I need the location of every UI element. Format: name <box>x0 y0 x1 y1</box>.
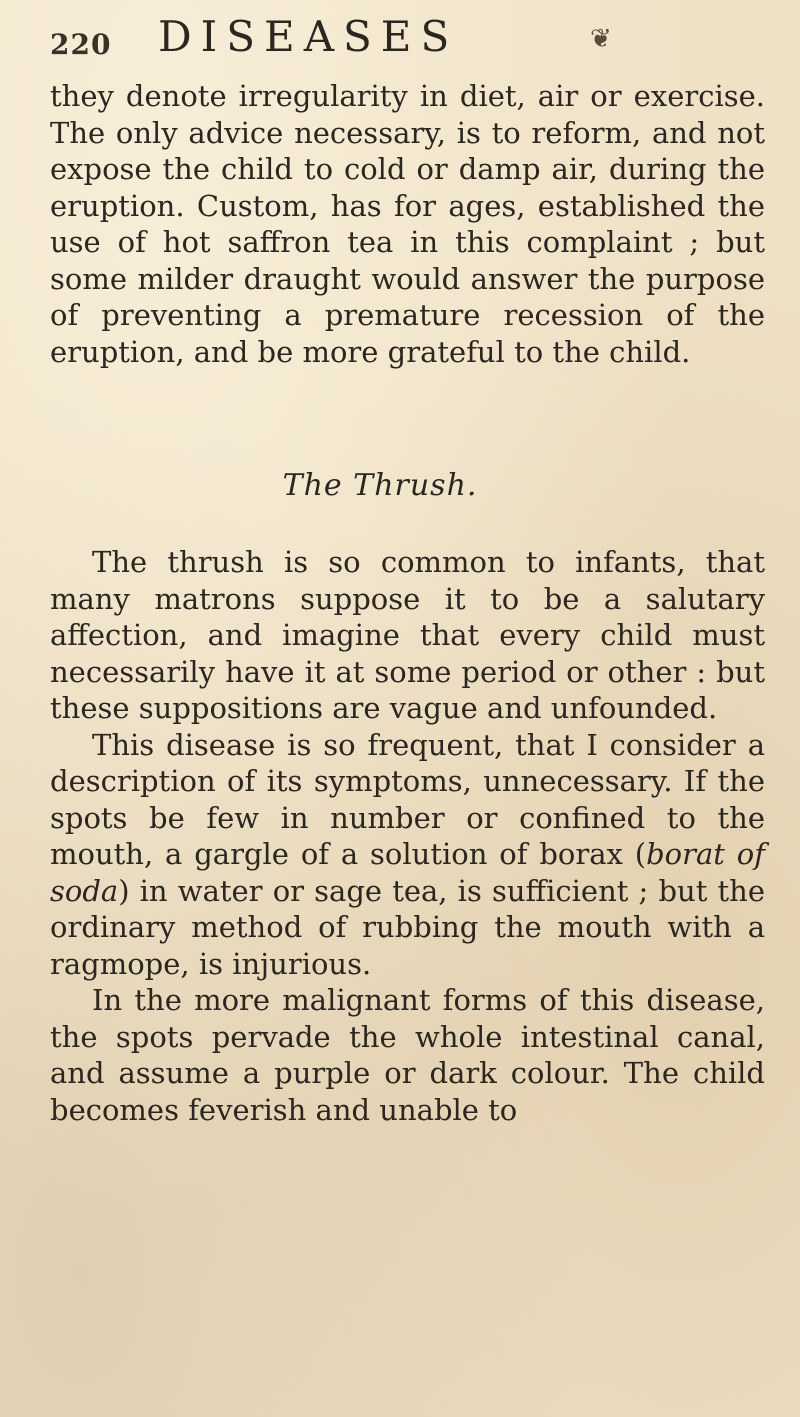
paragraph-thrush-malignant: In the more malignant forms of this disease, the spots pervade the whole intestinal canal, and assume a purple or dark colour. The child becomes feverish and unable to <box>50 983 765 1127</box>
ornament-icon: ❦ <box>590 24 612 54</box>
paragraph-thrush-treatment <box>50 727 765 983</box>
paragraph-continuation: they denote irregularity in diet, air or exercise. The only advice necessary, is to reform, and not expose the child to cold or damp air, during the eruption. Custom, has for ages, established the use of hot saffron tea in this complaint ; but some milder draught would answer the purpose of preventing a premature recession of the eruption, and be more grateful to the child. <box>50 79 765 369</box>
paragraph-text-2: ) in water or sage tea, is sufficient ; but the ordinary method of rubbing the mouth with a ragmope, is injurious. <box>50 873 765 981</box>
running-head <box>50 12 770 68</box>
page-number: 220 <box>50 28 112 61</box>
text-block-thrush <box>50 544 765 1128</box>
italic-term-borat: borat <box>646 837 725 871</box>
italic-term-of: of <box>724 837 765 871</box>
paragraph-text-1: This disease is so frequent, that I consider a description of its symptoms, unnecessary. If the spots be few in number or confined to the mouth, a gargle of a solution of borax ( <box>50 727 765 871</box>
italic-term-soda: soda <box>50 873 119 908</box>
running-title: DISEASES <box>158 12 459 61</box>
section-heading-text: The Thrush. <box>282 468 478 503</box>
section-heading <box>0 468 800 503</box>
paragraph-thrush-intro: The thrush is so common to infants, that many matrons suppose it to be a salutary affection, and imagine that every child must necessarily have it at some period or other : but these suppositions are vague and unfounded. <box>50 545 765 725</box>
text-block-top <box>50 78 765 370</box>
